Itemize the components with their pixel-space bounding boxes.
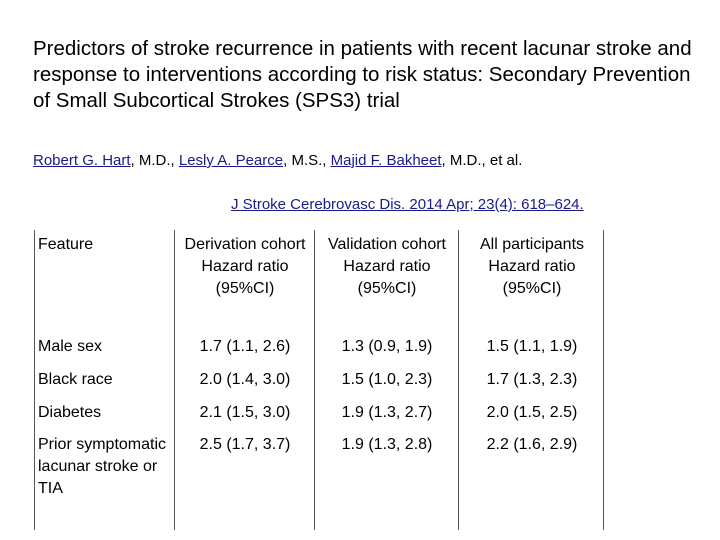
page-title: Predictors of stroke recurrence in patients with recent lacunar stroke and response to interventions according to risk status: Secondary Prevention of Small Subcortical Strokes (SPS3) trial	[33, 37, 692, 112]
table-cell-derivation: 2.5 (1.7, 3.7)	[199, 436, 291, 453]
table-cell-validation: 1.9 (1.3, 2.8)	[341, 436, 433, 453]
table-cell-all: 2.2 (1.6, 2.9)	[486, 436, 578, 453]
table-cell-derivation: 2.1 (1.5, 3.0)	[199, 404, 291, 421]
author-link-pearce[interactable]: Lesly A. Pearce	[178, 152, 284, 169]
citation-link[interactable]: J Stroke Cerebrovasc Dis. 2014 Apr; 23(4): 618–624.	[231, 196, 584, 213]
table-cell-feature: Diabetes	[38, 404, 102, 421]
author-link-bakheet[interactable]: Majid F. Bakheet	[330, 152, 442, 169]
table-cell-feature: Male sex	[38, 338, 103, 355]
table-cell-validation: 1.5 (1.0, 2.3)	[341, 371, 433, 388]
column-header-derivation: Derivation cohort Hazard ratio (95%CI)	[184, 236, 306, 297]
table-divider	[603, 230, 604, 530]
table-cell-feature: Black race	[38, 371, 113, 388]
table-divider	[34, 230, 35, 530]
column-header-validation: Validation cohort Hazard ratio (95%CI)	[328, 236, 446, 297]
citation	[231, 196, 584, 214]
table-cell-validation: 1.9 (1.3, 2.7)	[341, 404, 433, 421]
author-degree: , M.D.,	[130, 152, 179, 169]
column-header-feature: Feature	[38, 236, 94, 253]
table-cell-derivation: 2.0 (1.4, 3.0)	[199, 371, 291, 388]
table-cell-all: 2.0 (1.5, 2.5)	[486, 404, 578, 421]
table-cell-derivation: 1.7 (1.1, 2.6)	[199, 338, 291, 355]
table-cell-all: 1.7 (1.3, 2.3)	[486, 371, 578, 388]
table-divider	[458, 230, 459, 530]
author-degree: , M.S.,	[283, 152, 331, 169]
column-header-all-participants: All participants Hazard ratio (95%CI)	[479, 236, 585, 297]
table-cell-validation: 1.3 (0.9, 1.9)	[341, 338, 433, 355]
author-degree: , M.D., et al.	[441, 152, 523, 169]
author-list	[33, 152, 522, 170]
table-cell-feature: Prior symptomatic lacunar stroke or TIA	[38, 436, 167, 497]
table-divider	[174, 230, 175, 530]
hazard-ratio-table	[34, 230, 604, 530]
table-divider	[314, 230, 315, 530]
table-cell-all: 1.5 (1.1, 1.9)	[486, 338, 578, 355]
author-link-hart[interactable]: Robert G. Hart	[33, 152, 131, 169]
